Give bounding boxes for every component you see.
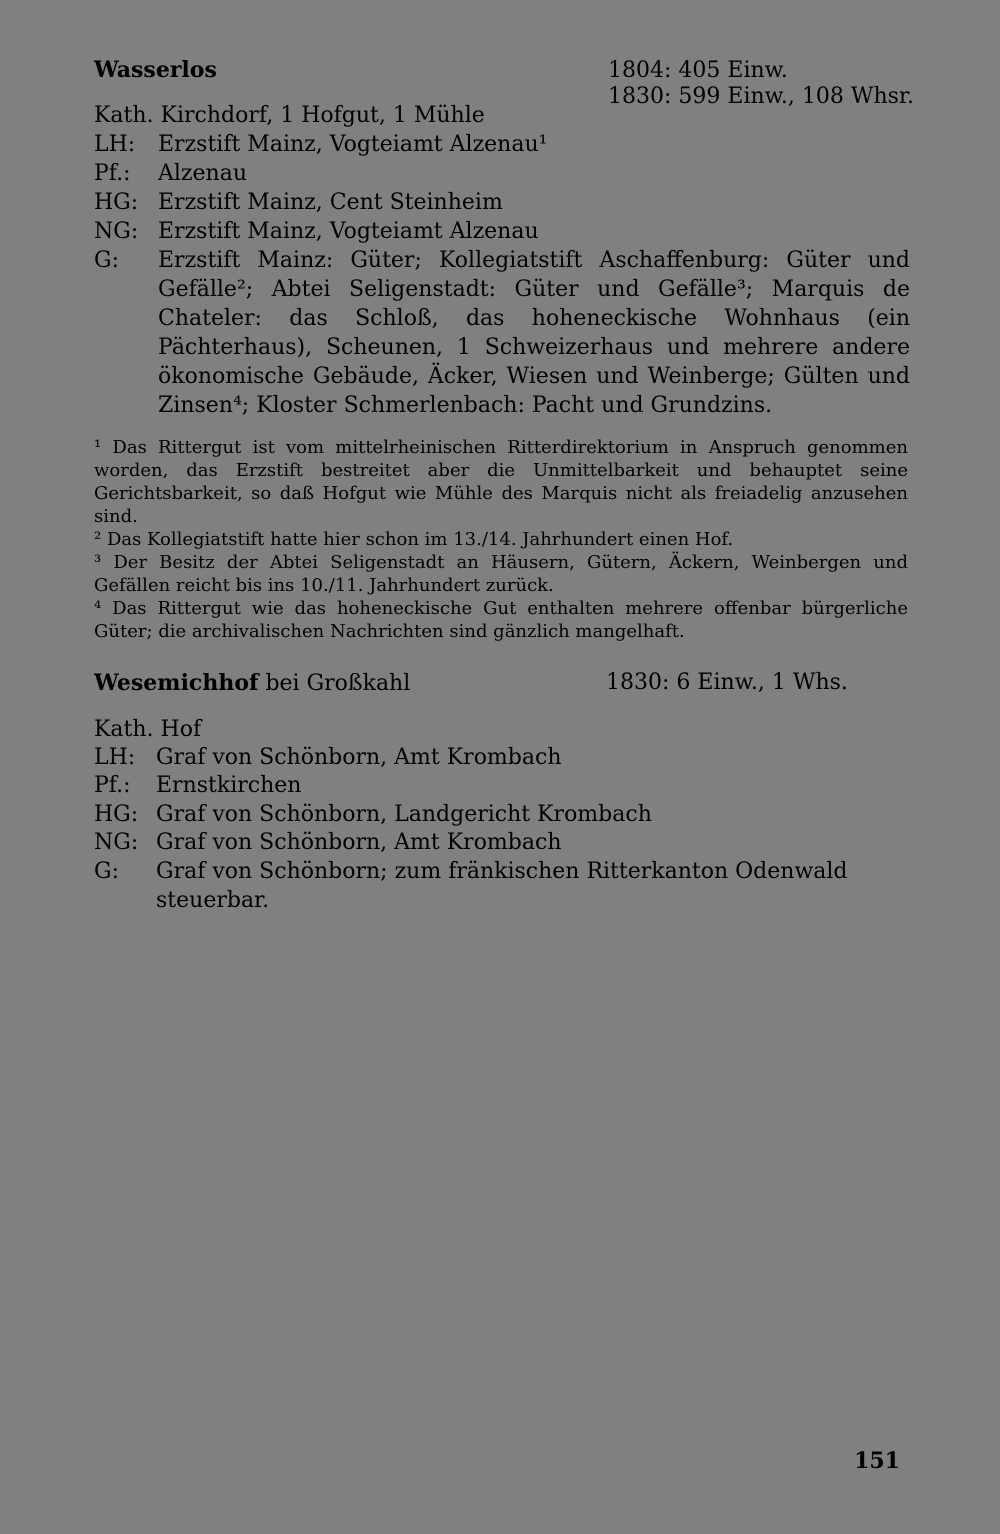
row-label: Pf.: (94, 161, 131, 186)
row-text: Erzstift Mainz, Cent Steinheim (158, 190, 503, 215)
footnote: ² Das Kollegiatstift hatte hier schon im 13./14. Jahrhundert einen Hof. (94, 529, 734, 550)
row-label: HG: (94, 802, 139, 827)
row-text: Alzenau (158, 161, 247, 186)
row-text: Graf von Schönborn, Landgericht Krombach (156, 802, 652, 827)
row-text: Graf von Schönborn, Amt Krombach (156, 745, 562, 770)
row-label: LH: (94, 132, 136, 157)
row-text: Erzstift Mainz, Vogteiamt Alzenau¹ (158, 132, 548, 157)
row-label: NG: (94, 219, 139, 244)
settlement-type: Kath. Hof (94, 717, 202, 742)
row-text: Erzstift Mainz, Vogteiamt Alzenau (158, 219, 539, 244)
row-label: G: (94, 859, 119, 884)
row-label: NG: (94, 830, 139, 855)
row-label: Pf.: (94, 773, 131, 798)
stat-line: 1830: 6 Einw., 1 Whs. (606, 670, 848, 695)
stat-line: 1830: 599 Einw., 108 Whsr. (608, 84, 914, 109)
place-name-suffix: bei Großkahl (258, 671, 411, 696)
page-number: 151 (854, 1448, 900, 1474)
footnote: ⁴ Das Rittergut wie das hoheneckische Gut enthalten mehrere offenbar bürgerliche Güter; die archivalischen Nachrichten sind gänzlich mangelhaft. (94, 598, 908, 642)
place-name: Wesemichhof (94, 670, 259, 696)
settlement-type: Kath. Kirchdorf, 1 Hofgut, 1 Mühle (94, 103, 485, 128)
row-text: Graf von Schönborn; zum fränkischen Ritterkanton Odenwald steuerbar. (156, 859, 848, 913)
row-text: Erzstift Mainz: Güter; Kollegiatstift Aschaffenburg: Güter und Gefälle²; Abtei Seligenstadt: Güter und Gefälle³; Marquis de Chateler: das Schloß, das hoheneckische Wohnhaus (ein Pächterhaus), Scheunen, 1 Schweizerhaus und mehrere andere ökonomische Gebäude, Äcker, Wiesen und Weinberge; Gülten und Zinsen⁴; Kloster Schmerlenbach: Pacht und Grundzins. (158, 248, 910, 418)
entry-heading (94, 57, 217, 83)
row-label: G: (94, 248, 119, 273)
row-text: Graf von Schönborn, Amt Krombach (156, 830, 562, 855)
footnote: ¹ Das Rittergut ist vom mittelrheinischen Ritterdirektorium in Anspruch genommen worden, das Erzstift bestreitet aber die Unmittelbarkeit und behauptet seine Gerichtsbarkeit, so daß Hofgut wie Mühle des Marquis nicht als freiadelig anzusehen sind. (94, 437, 908, 527)
row-label: LH: (94, 745, 136, 770)
row-label: HG: (94, 190, 139, 215)
place-name: Wasserlos (94, 57, 217, 83)
entry-heading (94, 670, 410, 696)
stat-line: 1804: 405 Einw. (608, 58, 788, 83)
population-stats (606, 670, 848, 696)
row-text: Ernstkirchen (156, 773, 302, 798)
footnote: ³ Der Besitz der Abtei Seligenstadt an Häusern, Gütern, Äckern, Weinbergen und Gefällen reicht bis ins 10./11. Jahrhundert zurück. (94, 552, 908, 596)
